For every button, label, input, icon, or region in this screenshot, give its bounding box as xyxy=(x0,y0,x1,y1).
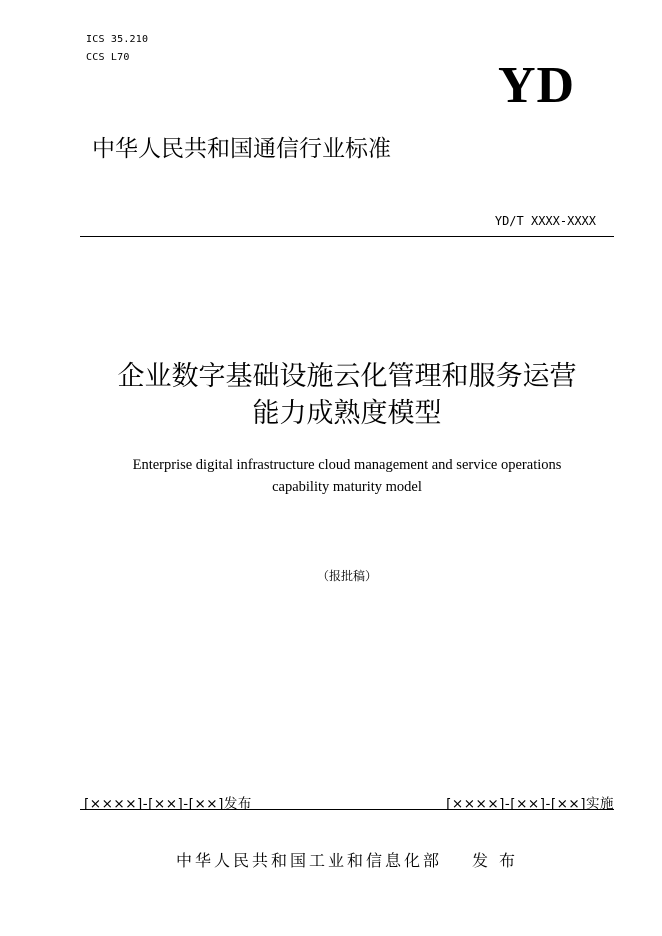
title-english-line2: capability maturity model xyxy=(272,479,422,495)
ccs-code: CCS L70 xyxy=(86,52,130,63)
standard-body-title: 中华人民共和国通信行业标准 xyxy=(92,136,391,162)
title-chinese-line2: 能力成熟度模型 xyxy=(252,398,442,429)
ics-code: ICS 35.210 xyxy=(86,34,149,45)
footer-divider xyxy=(80,809,614,810)
title-chinese-line1: 企业数字基础设施云化管理和服务运营 xyxy=(117,361,577,392)
header-divider xyxy=(80,236,614,237)
yd-logo: YD xyxy=(498,57,576,114)
title-english-line1: Enterprise digital infrastructure cloud management and service operations xyxy=(132,457,562,473)
implementation-date: [××××]-[××]-[××]实施 xyxy=(446,796,614,812)
issue-verb: 发 布 xyxy=(471,851,519,870)
issuer-name: 中华人民共和国工业和信息化部 xyxy=(175,851,442,870)
draft-stage-label: （报批稿） xyxy=(316,569,377,583)
issue-date: [××××]-[××]-[××]发布 xyxy=(84,796,252,812)
document-number: YD/T XXXX-XXXX xyxy=(494,214,596,228)
issuer-line xyxy=(80,848,614,871)
